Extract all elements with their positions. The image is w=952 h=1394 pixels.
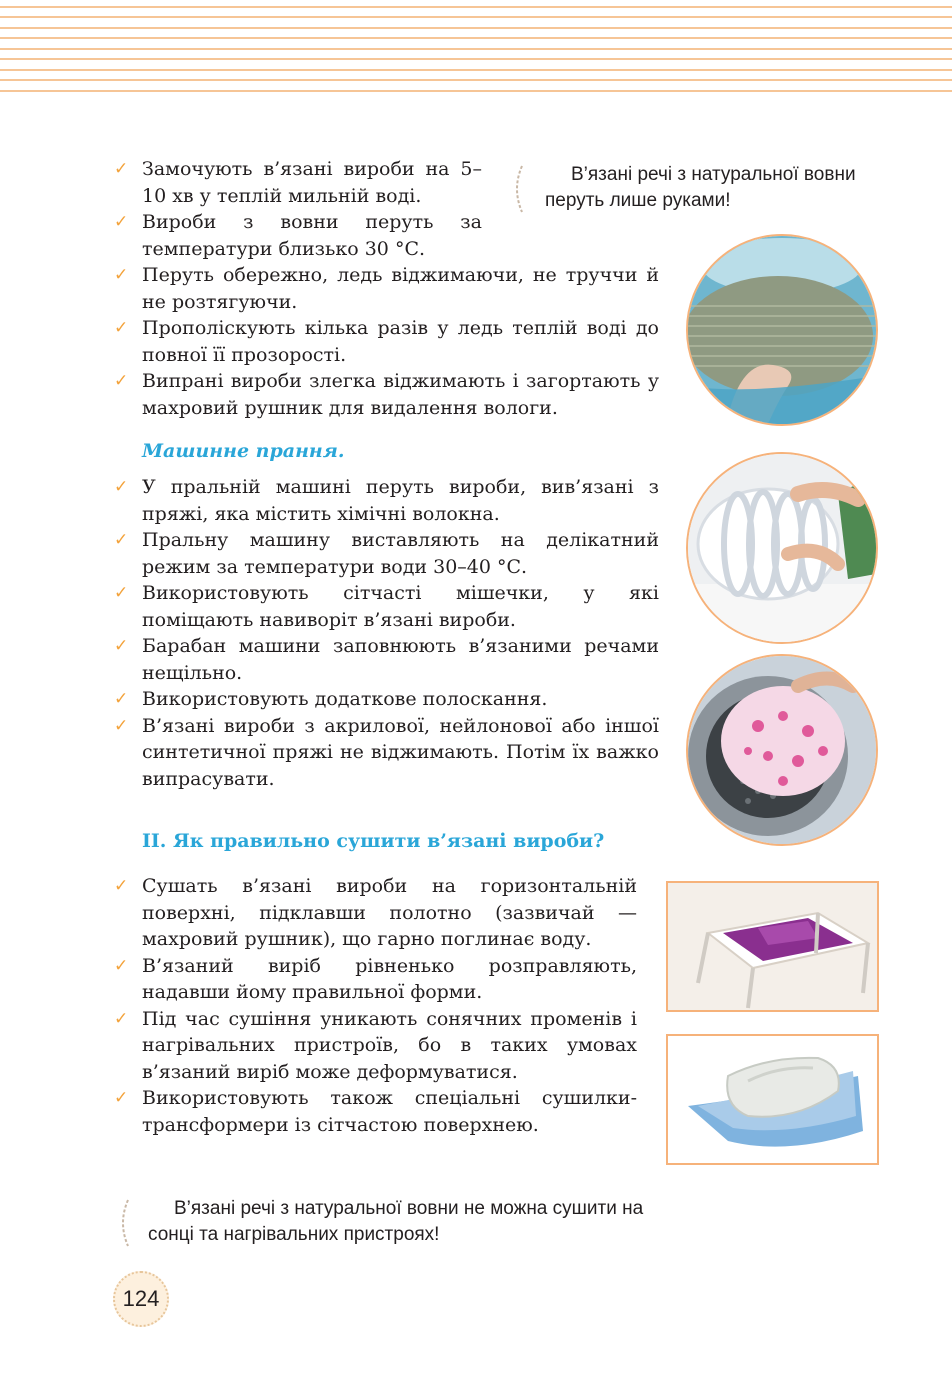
check-icon: ✓: [114, 318, 129, 338]
list-item: ✓ Використовують сітчасті мішечки, у які поміщають навиворіт в’язані вироби.: [114, 582, 659, 631]
hand-wash-list: [114, 156, 482, 262]
list-item: ✓ Використовують додаткове полоскання.: [114, 686, 659, 713]
check-icon: ✓: [114, 530, 129, 550]
note-bracket-icon: [116, 1198, 132, 1248]
list-item: ✓ Використовують також спеціальні сушилки-трансформери із сітчастою поверхнею.: [114, 1087, 637, 1136]
list-item: ✓ Пральну машину виставляють на делікатний режим за температури води 30–40 °С.: [114, 529, 659, 578]
note-hand-wash-only: В’язані речі з натуральної вовни перуть лише руками!: [545, 164, 856, 211]
hand-washing-photo: [686, 234, 878, 426]
machine-wash-list: [114, 474, 659, 792]
check-icon: ✓: [114, 477, 129, 497]
list-item: ✓ Перуть обережно, ледь віджимаючи, не труччи й не розтягуючи.: [114, 264, 659, 313]
check-icon: ✓: [114, 371, 129, 391]
check-icon: ✓: [114, 265, 129, 285]
drying-list: [114, 873, 637, 1138]
washing-machine-photo: [686, 654, 878, 846]
list-item: ✓ В’язані вироби з акрилової, нейлонової або іншої синтетичної пряжі не віджимають. Потім їх важко випрасувати.: [114, 714, 659, 790]
check-icon: ✓: [114, 159, 129, 179]
list-item: ✓ Замочують в’язані вироби на 5–10 хв у теплій мильній воді.: [114, 158, 482, 207]
decorative-header-lines: [0, 0, 952, 100]
list-item: ✓ Барабан машини заповнюють в’язаними речами нещільно.: [114, 635, 659, 684]
hand-wash-list-continued: [114, 262, 659, 421]
check-icon: ✓: [114, 212, 129, 232]
list-item: ✓ Вироби з вовни перуть за температури близько 30 °С.: [114, 211, 482, 260]
check-icon: ✓: [114, 1008, 129, 1029]
check-icon: ✓: [114, 1088, 129, 1108]
check-icon: ✓: [114, 636, 129, 656]
note-bracket-icon: [510, 164, 526, 214]
page-number: 124: [113, 1271, 169, 1327]
check-icon: ✓: [114, 955, 129, 976]
drying-rack-photo: [666, 881, 879, 1012]
machine-wash-heading: Машинне прання.: [142, 440, 345, 462]
check-icon: ✓: [114, 583, 129, 603]
check-icon: ✓: [114, 876, 129, 896]
check-icon: ✓: [114, 715, 129, 736]
list-item: ✓ У пральній машині перуть вироби, вив’язані з пряжі, яка містить хімічні волокна.: [114, 476, 659, 525]
towel-drying-photo: [666, 1034, 879, 1165]
note-drying-warning: В’язані речі з натуральної вовни не можна сушити на сонці та нагрівальних пристроях!: [148, 1198, 644, 1245]
drying-section-heading: ІІ. Як правильно сушити в’язані вироби?: [142, 830, 605, 852]
check-icon: ✓: [114, 689, 129, 709]
list-item: ✓ Випрані вироби злегка віджимають і загортають у махровий рушник для видалення вологи.: [114, 370, 659, 419]
list-item: ✓ Сушать в’язані вироби на горизонтальній поверхні, підклавши полотно (зазвичай — махровий рушник), що гарно поглинає воду.: [114, 875, 637, 950]
laundry-bag-photo: [686, 452, 878, 644]
list-item: ✓ Під час сушіння уникають сонячних променів і нагрівальних пристроїв, бо в таких умовах в’язаний виріб може деформуватися.: [114, 1007, 637, 1083]
list-item: ✓ В’язаний виріб рівненько розправляють, надавши йому правильної форми.: [114, 954, 637, 1003]
list-item: ✓ Прополіскують кілька разів у ледь теплій воді до повної її прозорості.: [114, 317, 659, 366]
